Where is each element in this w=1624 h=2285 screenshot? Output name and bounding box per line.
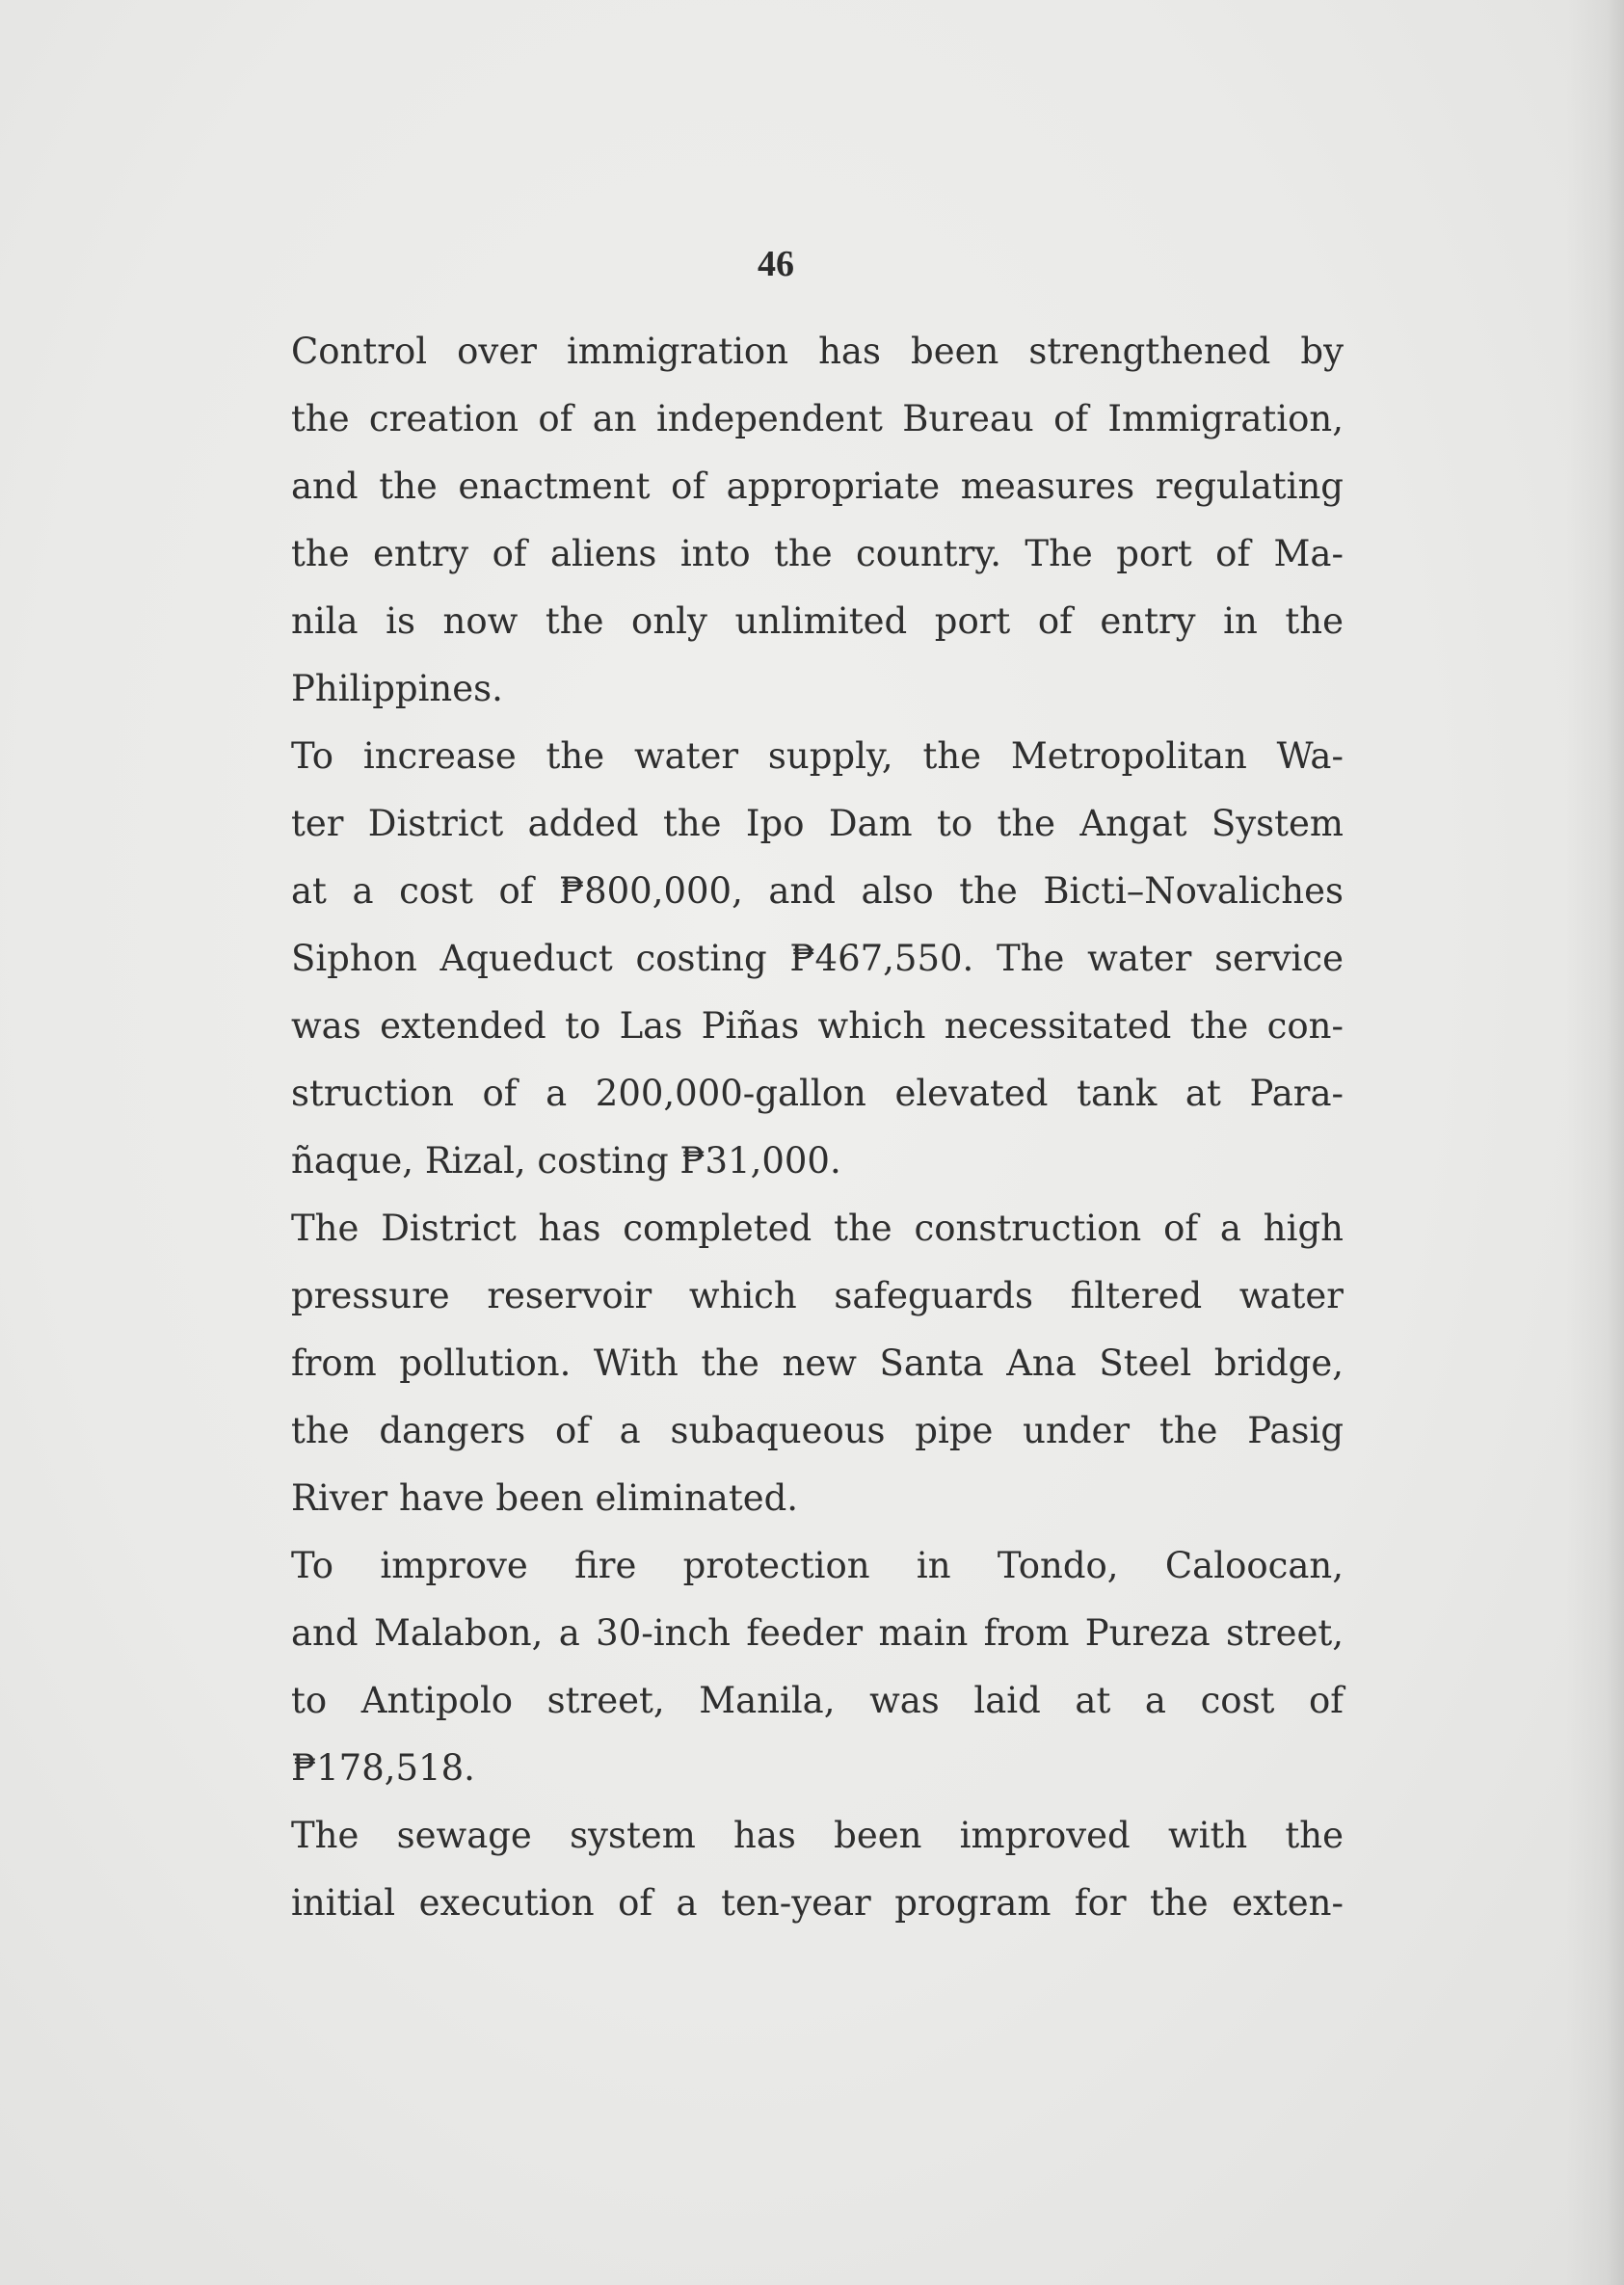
text-line: the entry of aliens into the country. The port of Ma- — [291, 533, 1344, 574]
text-line: the creation of an independent Bureau of Immigration, — [291, 398, 1344, 439]
text-line: and the enactment of appropriate measures regulating — [291, 465, 1344, 507]
text-line: the dangers of a subaqueous pipe under the Pasig — [291, 1410, 1344, 1451]
text-line: The sewage system has been improved with the — [291, 1815, 1344, 1856]
text-line: from pollution. With the new Santa Ana Steel bridge, — [291, 1342, 1344, 1384]
text-line: Siphon Aqueduct costing ₱467,550. The water service — [291, 938, 1344, 979]
page-edge-shadow — [1566, 0, 1624, 2285]
text-line: initial execution of a ten-year program for the exten- — [291, 1882, 1344, 1924]
text-line: To improve fire protection in Tondo, Caloocan, — [291, 1545, 1344, 1586]
text-line: at a cost of ₱800,000, and also the Bicti–Novaliches — [291, 870, 1344, 912]
text-line: Control over immigration has been strengthened by — [291, 331, 1344, 372]
text-line: ñaque, Rizal, costing ₱31,000. — [291, 1140, 841, 1182]
body-text — [241, 318, 1344, 1937]
text-line: River have been eliminated. — [291, 1477, 799, 1519]
text-line: was extended to Las Piñas which necessitated the con- — [291, 1005, 1344, 1047]
text-line: and Malabon, a 30-inch feeder main from Pureza street, — [291, 1612, 1344, 1654]
text-line: ter District added the Ipo Dam to the Angat System — [291, 803, 1344, 844]
paragraph-sewage — [241, 1802, 1344, 1937]
paragraph-reservoir — [241, 1195, 1344, 1532]
text-line: nila is now the only unlimited port of entry in the — [291, 600, 1344, 642]
text-line: To increase the water supply, the Metropolitan Wa- — [291, 735, 1344, 777]
text-line: to Antipolo street, Manila, was laid at a cost of — [291, 1680, 1344, 1721]
text-line: pressure reservoir which safeguards filtered water — [291, 1275, 1344, 1316]
page-number: 46 — [758, 244, 794, 284]
text-line: The District has completed the construction of a high — [291, 1208, 1344, 1249]
paragraph-immigration — [241, 318, 1344, 723]
text-line: struction of a 200,000-gallon elevated tank at Para- — [291, 1073, 1344, 1114]
paragraph-fire-protection — [241, 1532, 1344, 1802]
paragraph-water-supply — [241, 723, 1344, 1195]
text-line: ₱178,518. — [291, 1747, 475, 1789]
text-line: Philippines. — [291, 668, 503, 709]
